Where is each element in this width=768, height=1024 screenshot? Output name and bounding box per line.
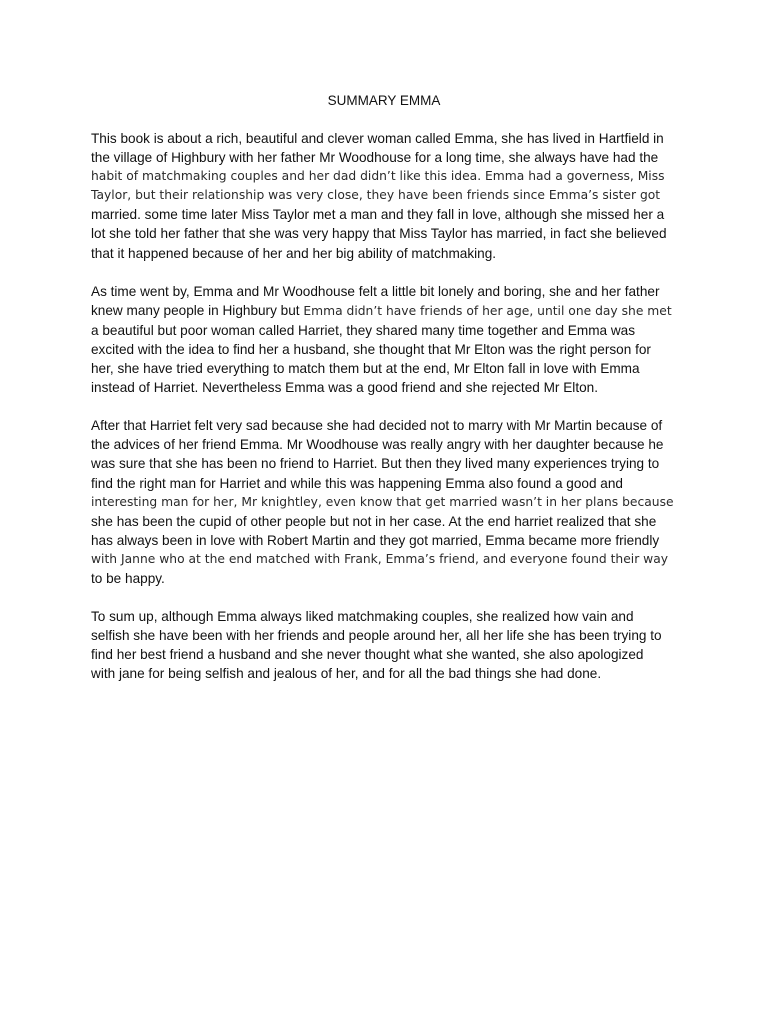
line-text: interesting man for her, Mr knightley, even know that get married wasn’t in her plans because	[91, 494, 674, 509]
text-line	[91, 340, 691, 359]
text-line	[91, 454, 691, 473]
line-text: married. some time later Miss Taylor met a man and they fall in love, although she missed her a	[91, 207, 665, 223]
line-text: habit of matchmaking couples and her dad didn’t like this idea. Emma had a governess, Miss	[91, 169, 665, 184]
text-line	[91, 148, 691, 167]
text-line	[91, 224, 691, 243]
text-line	[91, 607, 691, 626]
text-line	[91, 569, 691, 588]
document-title: SUMMARY EMMA	[327, 93, 441, 108]
line-text: Taylor, but their relationship was very close, they have been friends since Emma’s sister got	[91, 188, 661, 203]
line-text: a beautiful but poor woman called Harriet, they shared many time together and Emma was	[91, 322, 636, 338]
text-line	[91, 321, 691, 340]
text-line	[91, 205, 691, 224]
line-text: with jane for being selfish and jealous of her, and for all the bad things she had done.	[91, 666, 602, 682]
text-line	[91, 416, 691, 435]
line-text: As time went by, Emma and Mr Woodhouse felt a little bit lonely and boring, she and her father	[91, 283, 660, 299]
text-line	[91, 167, 691, 186]
text-line	[91, 645, 691, 664]
text-line	[91, 531, 691, 550]
text-line	[91, 378, 691, 397]
line-text: find the right man for Harriet and while this was happening Emma also found a good and	[91, 475, 623, 491]
text-line	[91, 664, 691, 683]
line-text: instead of Harriet. Nevertheless Emma was a good friend and she rejected Mr Elton.	[91, 380, 598, 396]
line-text: her, she have tried everything to match them but at the end, Mr Elton fall in love with Emma	[91, 361, 640, 377]
line-text: lot she told her father that she was very happy that Miss Taylor has married, in fact she believed	[91, 226, 667, 242]
paragraph-1	[91, 129, 691, 263]
line-text: she has been the cupid of other people but not in her case. At the end harriet realized that she	[91, 513, 657, 529]
text-line	[91, 550, 691, 569]
document-body	[91, 129, 691, 702]
line-text: knew many people in Highbury but	[91, 302, 304, 318]
paragraph-2	[91, 282, 691, 398]
line-text: to be happy.	[91, 570, 165, 586]
line-text: was sure that she has been no friend to Harriet. But then they lived many experiences trying to	[91, 456, 660, 472]
text-line	[91, 435, 691, 454]
line-text: the village of Highbury with her father Mr Woodhouse for a long time, she always have had the	[91, 150, 659, 166]
text-line	[91, 512, 691, 531]
paragraph-4	[91, 607, 691, 683]
line-text: find her best friend a husband and she never thought what she wanted, she also apologized	[91, 647, 644, 663]
line-text: excited with the idea to find her a husband, she thought that Mr Elton was the right person for	[91, 341, 651, 357]
line-text: the advices of her friend Emma. Mr Woodhouse was really angry with her daughter because he	[91, 437, 664, 453]
line-text-alt-font: Emma didn’t have friends of her age, until one day she met	[303, 303, 672, 318]
line-text: selfish she have been with her friends and people around her, all her life she has been trying to	[91, 628, 662, 644]
line-text: To sum up, although Emma always liked matchmaking couples, she realized how vain and	[91, 609, 634, 625]
text-line	[91, 626, 691, 645]
text-line	[91, 282, 691, 301]
paragraph-3	[91, 416, 691, 588]
text-line	[91, 186, 691, 205]
line-text: After that Harriet felt very sad because she had decided not to marry with Mr Martin because of	[91, 418, 663, 434]
line-text: that it happened because of her and her big ability of matchmaking.	[91, 245, 497, 261]
line-text: with Janne who at the end matched with Frank, Emma’s friend, and everyone found their way	[91, 551, 669, 566]
text-line	[91, 244, 691, 263]
text-line	[91, 474, 691, 493]
text-line	[91, 129, 691, 148]
text-line	[91, 359, 691, 378]
line-text: has always been in love with Robert Martin and they got married, Emma became more friendly	[91, 532, 660, 548]
line-text: This book is about a rich, beautiful and clever woman called Emma, she has lived in Hartfield in	[91, 131, 664, 146]
text-line	[91, 301, 691, 321]
text-line	[91, 493, 691, 512]
